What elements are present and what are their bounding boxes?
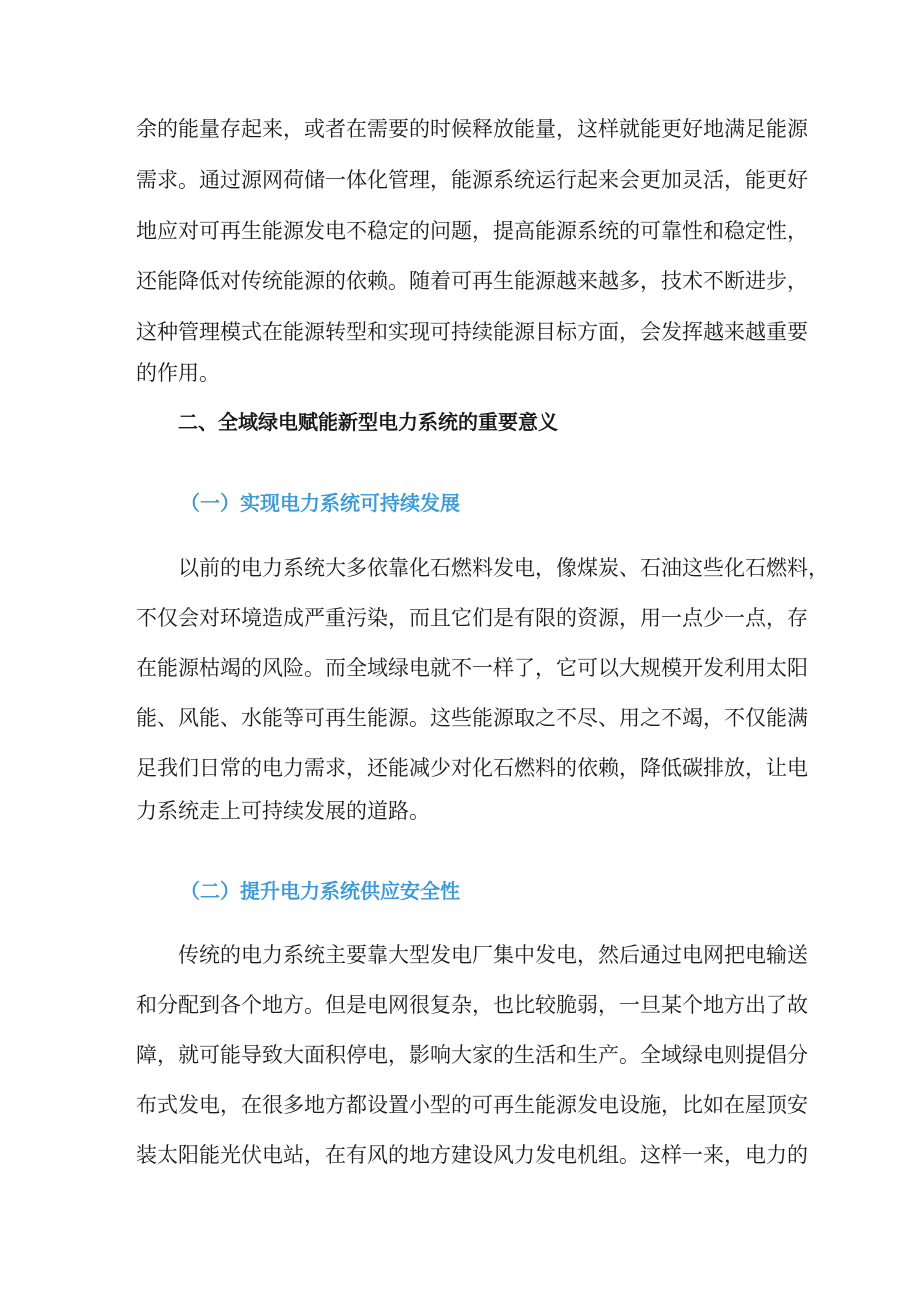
paragraph-line: 不仅会对环境造成严重污染，而且它们是有限的资源，用一点少一点，存 [136,606,808,630]
paragraph-line: 以前的电力系统大多依靠化石燃料发电，像煤炭、石油这些化石燃料， [178,556,829,580]
section-heading: 二、全域绿电赋能新型电力系统的重要意义 [178,410,558,434]
paragraph-line: 还能降低对传统能源的依赖。随着可再生能源越来越多，技术不断进步， [136,269,808,293]
paragraph-line: 障，就可能导致大面积停电，影响大家的生活和生产。全域绿电则提倡分 [136,1043,808,1067]
paragraph-line: 力系统走上可持续发展的道路。 [136,799,430,823]
paragraph-line: 传统的电力系统主要靠大型发电厂集中发电，然后通过电网把电输送 [178,943,808,967]
paragraph-line: 在能源枯竭的风险。而全域绿电就不一样了，它可以大规模开发利用太阳 [136,656,808,680]
paragraph-line: 布式发电，在很多地方都设置小型的可再生能源发电设施，比如在屋顶安 [136,1093,808,1117]
paragraph-line: 和分配到各个地方。但是电网很复杂，也比较脆弱，一旦某个地方出了故 [136,993,808,1017]
subsection-heading: （二）提升电力系统供应安全性 [180,879,460,903]
paragraph-line: 这种管理模式在能源转型和实现可持续能源目标方面，会发挥越来越重要 [136,320,808,344]
paragraph-line: 余的能量存起来，或者在需要的时候释放能量，这样就能更好地满足能源 [136,117,808,141]
paragraph-line: 装太阳能光伏电站，在有风的地方建设风力发电机组。这样一来，电力的 [136,1143,808,1167]
paragraph-line: 的作用。 [136,361,220,385]
subsection-heading: （一）实现电力系统可持续发展 [180,491,460,515]
paragraph-line: 能、风能、水能等可再生能源。这些能源取之不尽、用之不竭，不仅能满 [136,706,808,730]
paragraph-line: 足我们日常的电力需求，还能减少对化石燃料的依赖，降低碳排放，让电 [136,756,808,780]
paragraph-line: 需求。通过源网荷储一体化管理，能源系统运行起来会更加灵活，能更好 [136,168,808,192]
paragraph-line: 地应对可再生能源发电不稳定的问题，提高能源系统的可靠性和稳定性， [136,219,808,243]
